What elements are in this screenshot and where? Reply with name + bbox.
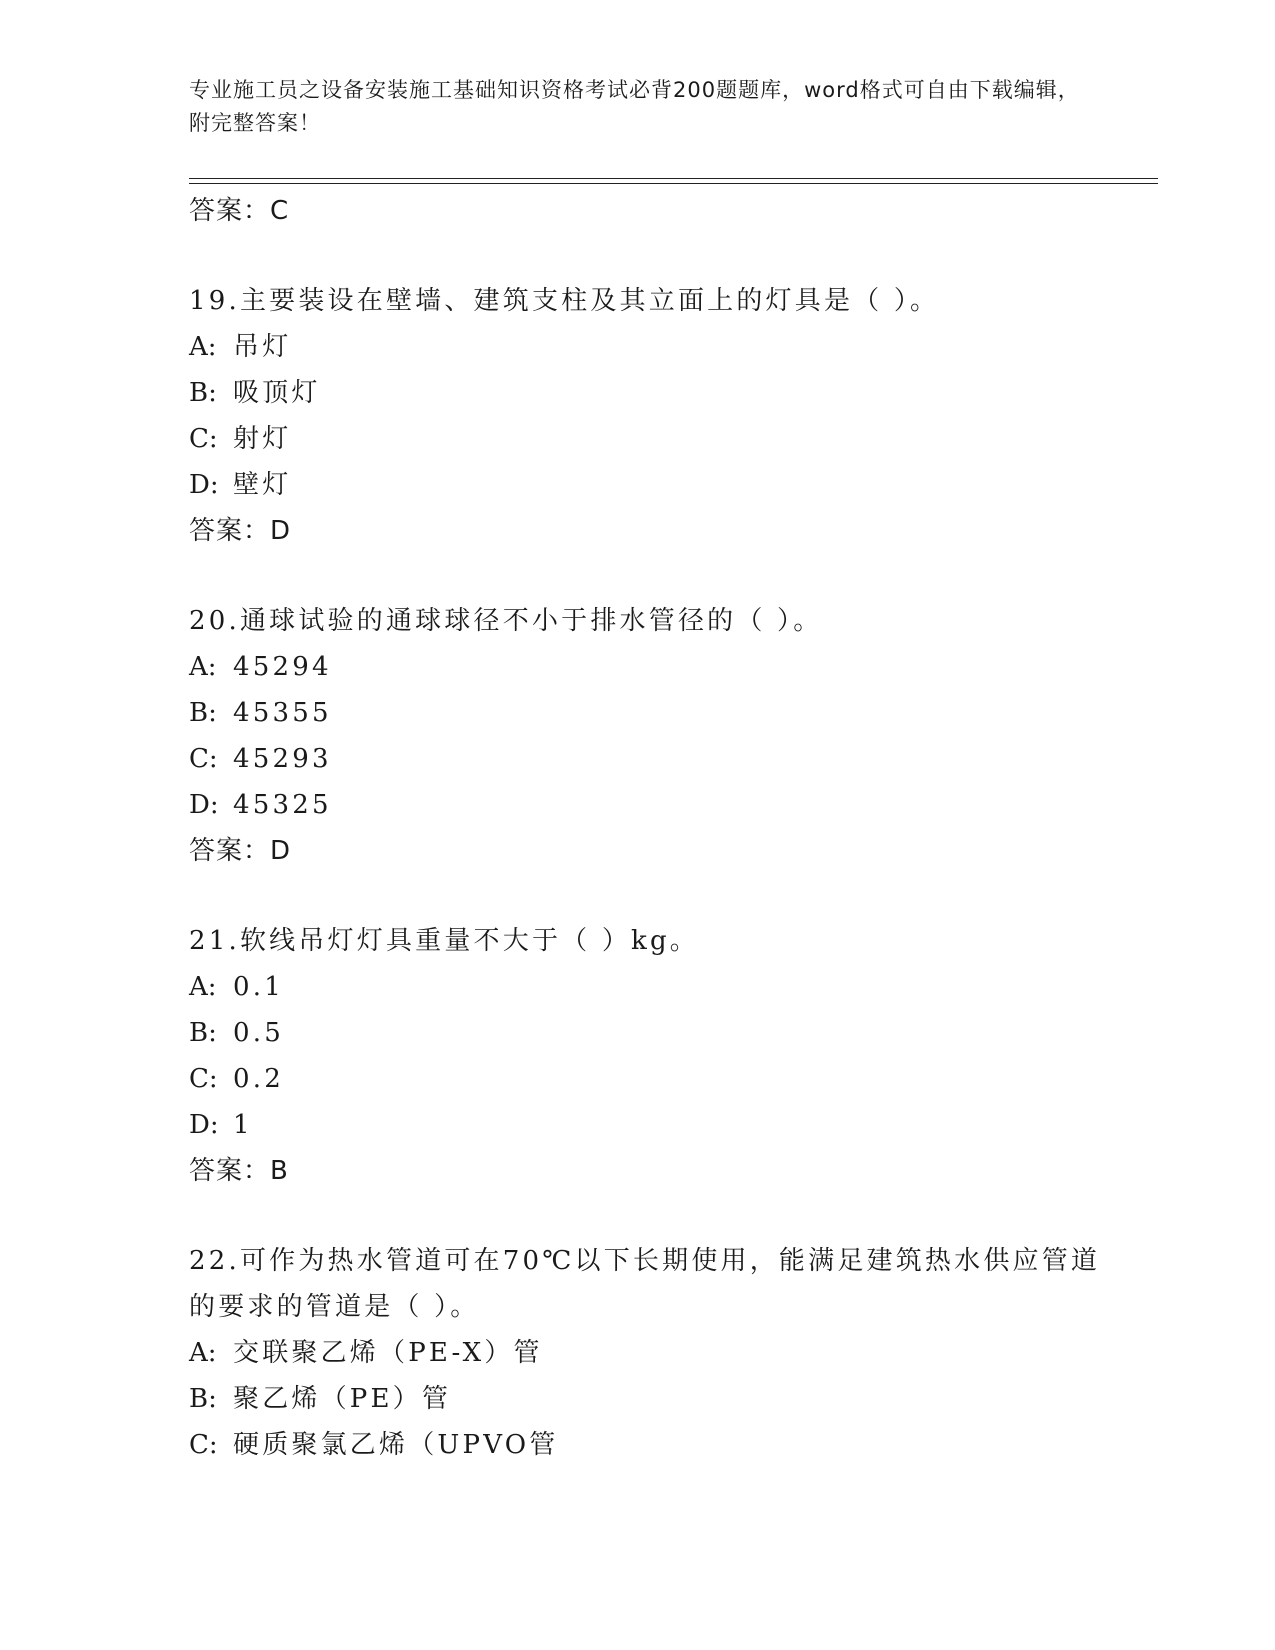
question-stem: 22.可作为热水管道可在70℃以下长期使用，能满足建筑热水供应管道的要求的管道是（ ）。	[189, 1246, 1101, 1322]
option-key: C:	[189, 1430, 218, 1460]
question-item	[189, 1238, 1109, 1468]
option-key: A:	[189, 652, 217, 682]
option-key: A:	[189, 972, 217, 1002]
question-list	[189, 188, 1109, 1468]
document-title: 专业施工员之设备安装施工基础知识资格考试必背200题题库，word格式可自由下载编辑，附完整答案！	[189, 78, 1080, 135]
option-key: B:	[189, 1018, 217, 1048]
question-item	[189, 598, 1109, 874]
option-text: 45293	[233, 744, 332, 774]
option-a	[189, 1330, 1109, 1376]
option-key: D:	[189, 470, 219, 500]
header-divider-bottom	[189, 183, 1158, 184]
option-key: B:	[189, 698, 217, 728]
option-text: 聚乙烯（PE）管	[233, 1384, 452, 1414]
option-key: C:	[189, 744, 218, 774]
option-key: B:	[189, 378, 217, 408]
option-c	[189, 416, 1109, 462]
option-text: 45325	[233, 790, 332, 820]
option-text: 交联聚乙烯（PE-X）管	[233, 1338, 543, 1368]
question-stem: 20.通球试验的通球球径不小于排水管径的（ ）。	[189, 606, 823, 636]
question-item	[189, 918, 1109, 1194]
option-key: C:	[189, 1064, 218, 1094]
option-a	[189, 324, 1109, 370]
option-c	[189, 736, 1109, 782]
option-d	[189, 782, 1109, 828]
option-text: 45355	[233, 698, 332, 728]
option-key: D:	[189, 1110, 219, 1140]
option-c	[189, 1056, 1109, 1102]
option-text: 吊灯	[233, 332, 292, 362]
option-key: A:	[189, 1338, 217, 1368]
option-text: 射灯	[233, 424, 292, 454]
option-text: 0.1	[233, 972, 284, 1002]
option-key: B:	[189, 1384, 217, 1414]
question-stem: 21.软线吊灯灯具重量不大于（ ）kg。	[189, 926, 700, 956]
answer-line: 答案：C	[189, 196, 290, 226]
option-c	[189, 1422, 1109, 1468]
option-text: 壁灯	[233, 470, 292, 500]
option-text: 45294	[233, 652, 332, 682]
option-key: D:	[189, 790, 219, 820]
option-text: 0.5	[233, 1018, 284, 1048]
option-a	[189, 644, 1109, 690]
option-b	[189, 370, 1109, 416]
option-a	[189, 964, 1109, 1010]
document-header	[189, 74, 1089, 140]
question-item	[189, 278, 1109, 554]
option-d	[189, 1102, 1109, 1148]
option-key: C:	[189, 424, 218, 454]
answer-line: 答案：D	[189, 516, 292, 546]
option-key: A:	[189, 332, 217, 362]
question-stem: 19.主要装设在壁墙、建筑支柱及其立面上的灯具是（ ）。	[189, 286, 940, 316]
answer-line: 答案：D	[189, 836, 292, 866]
option-b	[189, 1376, 1109, 1422]
option-text: 1	[233, 1110, 253, 1140]
option-text: 硬质聚氯乙烯（UPVO管	[233, 1430, 559, 1460]
answer-line: 答案：B	[189, 1156, 289, 1186]
option-b	[189, 690, 1109, 736]
header-divider-top	[189, 178, 1158, 179]
option-text: 吸顶灯	[233, 378, 321, 408]
option-b	[189, 1010, 1109, 1056]
option-text: 0.2	[233, 1064, 284, 1094]
option-d	[189, 462, 1109, 508]
